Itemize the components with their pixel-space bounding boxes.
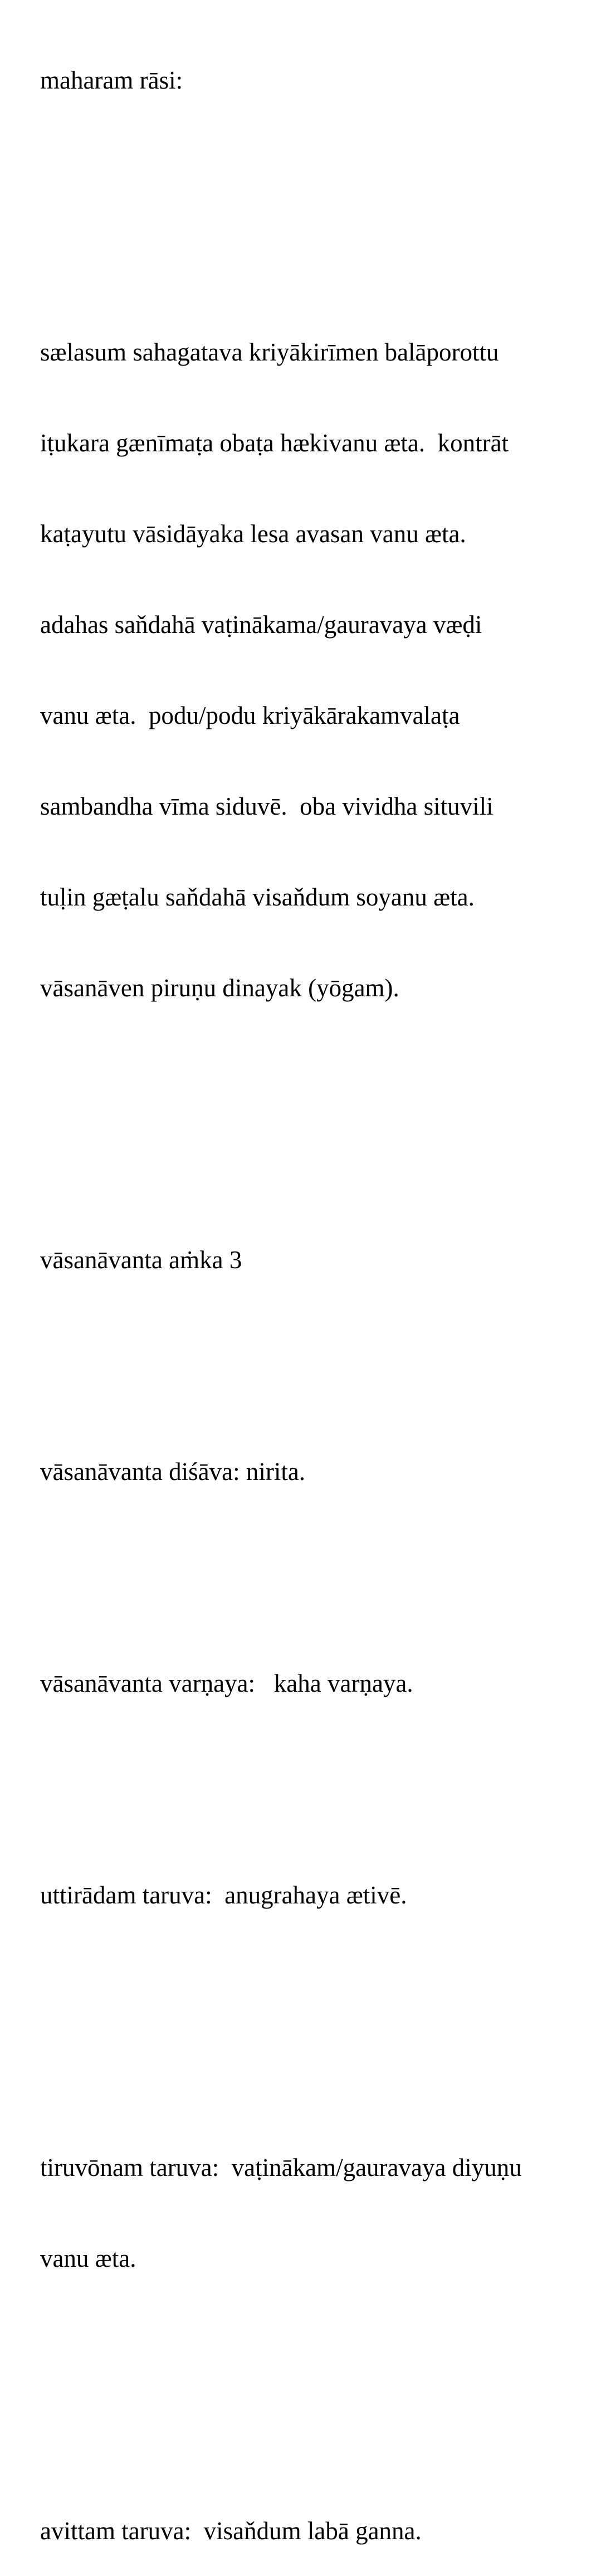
spacer xyxy=(40,1547,592,1577)
tiruvonam-line: vanu æta. xyxy=(40,2244,136,2272)
spacer xyxy=(40,1124,592,1154)
avittam-star: avittam taruva: visaňdum labā ganna. xyxy=(40,2516,422,2545)
paragraph-line: tuḷin gæṭalu saňdahā visaňdum soyanu æta. xyxy=(40,883,475,911)
spacer xyxy=(40,155,592,186)
spacer xyxy=(40,2394,592,2424)
paragraph-line: sælasum sahagatava kriyākirīmen balāporottu xyxy=(40,338,499,367)
rasi-heading: maharam rāsi: xyxy=(40,66,183,94)
paragraph-line: iṭukara gænīmaṭa obaṭa hækivanu æta. kontrāt xyxy=(40,429,509,457)
spacer xyxy=(40,1759,592,1789)
document-page xyxy=(40,4,592,2576)
lucky-direction: vāsanāvanta diśāva: nirita. xyxy=(40,1458,306,1486)
description-paragraph xyxy=(40,277,592,1064)
spacer xyxy=(40,1971,592,2001)
paragraph-line: kaṭayutu vāsidāyaka lesa avasan vanu æta. xyxy=(40,520,466,548)
tiruvonam-line: tiruvōnam taruva: vaṭinākam/gauravaya diyuṇu xyxy=(40,2154,522,2182)
paragraph-line: vāsanāven piruṇu dinayak (yōgam). xyxy=(40,973,399,1002)
spacer xyxy=(40,1336,592,1366)
paragraph-line: vanu æta. podu/podu kriyākārakamvalaṭa xyxy=(40,701,460,729)
paragraph-line: adahas saňdahā vaṭinākama/gauravaya væḍi xyxy=(40,610,482,639)
lucky-number: vāsanāvanta aṁka 3 xyxy=(40,1246,242,1274)
uttiradam-star: uttirādam taruva: anugrahaya ætivē. xyxy=(40,1881,407,1910)
lucky-color: vāsanāvanta varṇaya: kaha varṇaya. xyxy=(40,1669,413,1698)
tiruvonam-star xyxy=(40,2092,592,2334)
paragraph-line: sambandha vīma siduvē. oba vividha situvili xyxy=(40,792,493,820)
